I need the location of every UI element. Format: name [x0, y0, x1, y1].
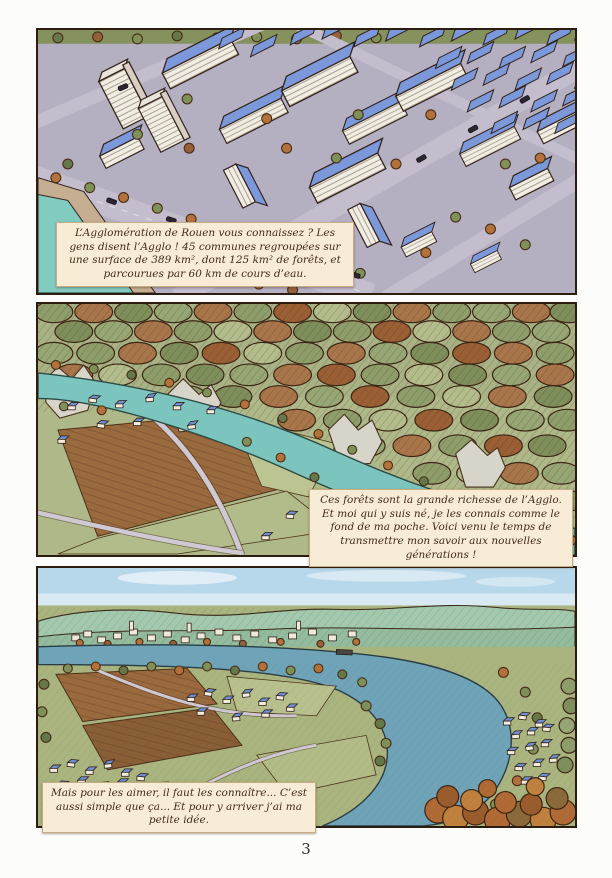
caption-panel-2: Ces forêts sont la grande richesse de l’Agglo. Et moi qui y suis né, je les connais comme le fond de ma poche. Voici venu le temps de transmettre mon savoir aux nouvelles générations !: [309, 489, 573, 567]
caption-panel-1: L’Agglomération de Rouen vous connaissez ? Les gens disent l’Agglo ! 45 communes regroupées sur une surface de 389 km², dont 125 km² de forêts, et parcourues par 60 km de cours d’eau.: [56, 222, 354, 287]
river-barge: [336, 649, 352, 655]
page-number: 3: [301, 840, 311, 858]
caption-panel-3: Mais pour les aimer, il faut les connaître... C’est aussi simple que ça... Et pour y arriver j’ai ma petite idée.: [42, 782, 316, 833]
hill-hatching: [38, 607, 575, 648]
